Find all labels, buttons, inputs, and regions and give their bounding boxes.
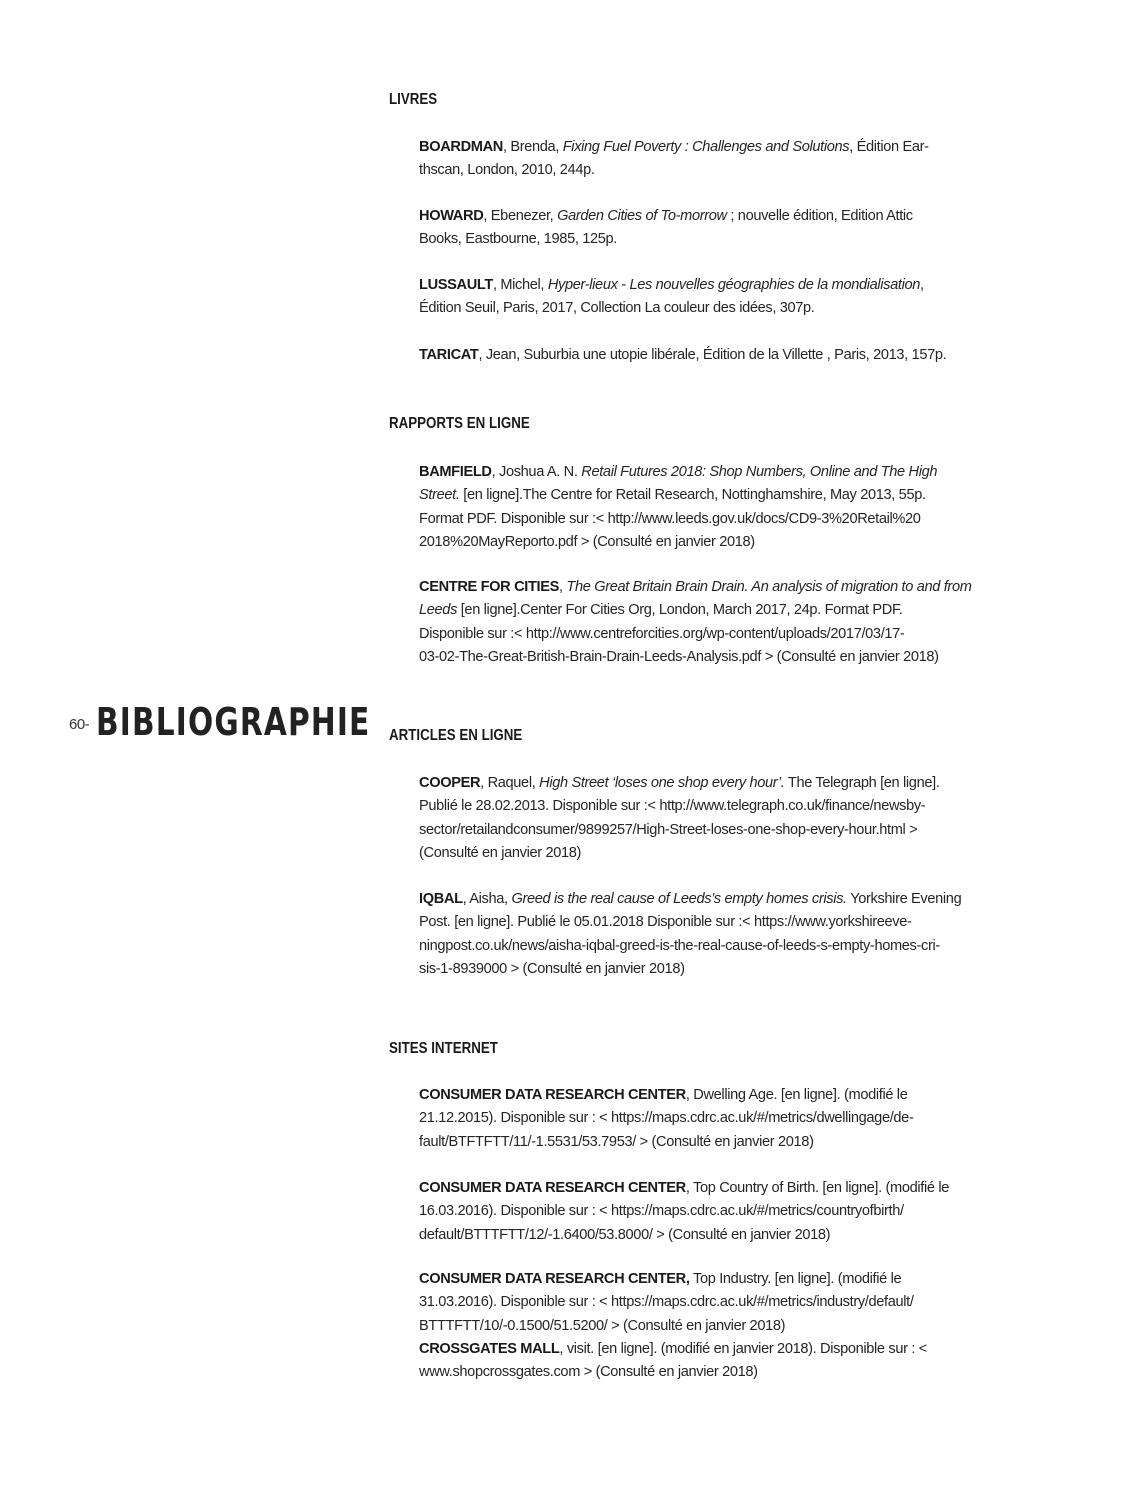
- section-heading-rapports-en-ligne: RAPPORTS EN LIGNE: [389, 415, 530, 432]
- entry-title: Greed is the real cause of Leeds’s empty homes crisis.: [511, 891, 847, 907]
- entry-text: , Top Country of Birth. [en ligne]. (modifié le: [685, 1180, 950, 1196]
- entry-text: , Dwelling Age. [en ligne]. (modifié le: [685, 1087, 908, 1103]
- entry-line: [419, 1268, 999, 1291]
- entry-text: Publié le 28.02.2013. Disponible sur :< http://www.telegraph.co.uk/finance/newsby-: [419, 798, 926, 815]
- entry-line: [419, 274, 999, 297]
- entry-title: The Great Britain Brain Drain. An analysis of migration to and from: [566, 579, 972, 595]
- entry-text: , Michel,: [492, 277, 548, 293]
- entry-text: , Ebenezer,: [483, 208, 558, 224]
- entry-author: CONSUMER DATA RESEARCH CENTER,: [419, 1271, 690, 1287]
- entry-text: 03-02-The-Great-British-Brain-Drain-Leeds-Analysis.pdf > (Consulté en janvier 2018): [419, 648, 939, 665]
- entry-line: [419, 599, 999, 622]
- entry-text: Format PDF. Disponible sur :< http://www.leeds.gov.uk/docs/CD9-3%20Retail%20: [419, 510, 921, 527]
- bibliography-entry: [419, 136, 999, 183]
- entry-line: [419, 958, 999, 981]
- entry-text: 2018%20MayReporto.pdf > (Consulté en janvier 2018): [419, 533, 755, 550]
- entry-line: [419, 888, 999, 911]
- bibliography-entry: [419, 274, 999, 321]
- bibliography-entry: [419, 1268, 999, 1384]
- entry-text: 21.12.2015). Disponible sur : < https://maps.cdrc.ac.uk/#/metrics/dwellingage/de-: [419, 1110, 914, 1127]
- entry-text: ningpost.co.uk/news/aisha-iqbal-greed-is-the-real-cause-of-leeds-s-empty-homes-cri-: [419, 937, 940, 954]
- entry-text: fault/BTFTFTT/11/-1.5531/53.7953/ > (Consulté en janvier 2018): [419, 1133, 814, 1150]
- entry-text: , visit. [en ligne]. (modifié en janvier 2018). Disponible sur : <: [559, 1340, 927, 1357]
- entry-line: [419, 344, 999, 367]
- entry-line: [419, 623, 999, 646]
- entry-line: [419, 1177, 999, 1200]
- section-heading-livres: LIVRES: [389, 91, 438, 108]
- entry-text: [en ligne].The Centre for Retail Research, Nottinghamshire, May 2013, 55p.: [459, 487, 926, 504]
- entry-line: [419, 1131, 999, 1154]
- entry-author: CROSSGATES MALL: [419, 1340, 560, 1357]
- entry-author: TARICAT: [419, 347, 479, 363]
- bibliography-entry: [419, 344, 999, 367]
- entry-author: BAMFIELD: [419, 464, 492, 480]
- entry-author: IQBAL: [419, 891, 463, 907]
- entry-text: Top Industry. [en ligne]. (modifié le: [689, 1271, 902, 1287]
- entry-title: Garden Cities of To-morrow: [557, 208, 727, 224]
- bibliography-entry: [419, 1177, 999, 1247]
- entry-author: LUSSAULT: [419, 277, 493, 293]
- entry-text: default/BTTTFTT/12/-1.6400/53.8000/ > (Consulté en janvier 2018): [419, 1226, 831, 1243]
- entry-line: [419, 484, 999, 507]
- entry-author: HOWARD: [419, 208, 484, 224]
- bibliography-entry: [419, 461, 999, 554]
- entry-line: [419, 1224, 999, 1247]
- entry-text: sector/retailandconsumer/9899257/High-Street-loses-one-shop-every-hour.html >: [419, 821, 918, 838]
- entry-line: [419, 1084, 999, 1107]
- entry-text: [en ligne].Center For Cities Org, London, March 2017, 24p. Format PDF.: [457, 602, 903, 619]
- entry-line: [419, 461, 999, 484]
- bibliography-entry: [419, 772, 999, 865]
- entry-text: (Consulté en janvier 2018): [419, 844, 582, 861]
- entry-line: [419, 842, 999, 865]
- entry-text: , Aisha,: [462, 891, 512, 907]
- entry-line: [419, 1338, 999, 1361]
- entry-line: [419, 935, 999, 958]
- page-title: BIBLIOGRAPHIE: [96, 700, 371, 744]
- entry-author: CONSUMER DATA RESEARCH CENTER: [419, 1180, 686, 1196]
- entry-line: [419, 819, 999, 842]
- entry-text: ,: [559, 579, 567, 595]
- entry-line: [419, 1200, 999, 1223]
- entry-line: [419, 297, 999, 320]
- entry-line: [419, 646, 999, 669]
- entry-author: BOARDMAN: [419, 139, 503, 155]
- entry-text: ; nouvelle édition, Edition Attic: [726, 208, 913, 224]
- entry-line: [419, 531, 999, 554]
- entry-author: CENTRE FOR CITIES: [419, 579, 559, 595]
- entry-text: BTTTFTT/10/-0.1500/51.5200/ > (Consulté en janvier 2018): [419, 1317, 786, 1334]
- bibliography-entry: [419, 1084, 999, 1154]
- entry-text: Édition Seuil, Paris, 2017, Collection La couleur des idées, 307p.: [419, 300, 815, 317]
- entry-line: [419, 576, 999, 599]
- entry-text: , Joshua A. N.: [491, 464, 582, 480]
- entry-line: [419, 228, 999, 251]
- entry-line: [419, 1315, 999, 1338]
- entry-text: www.shopcrossgates.com > (Consulté en janvier 2018): [419, 1364, 758, 1381]
- entry-line: [419, 1291, 999, 1314]
- entry-text: Post. [en ligne]. Publié le 05.01.2018 Disponible sur :< https://www.yorkshireeve-: [419, 914, 912, 931]
- entry-line: [419, 508, 999, 531]
- entry-text: , Raquel,: [480, 775, 540, 791]
- bibliography-entry: [419, 888, 999, 981]
- page-number: 60-: [69, 716, 90, 733]
- entry-line: [419, 772, 999, 795]
- entry-line: [419, 1361, 999, 1384]
- entry-title: Fixing Fuel Poverty : Challenges and Solutions: [562, 139, 850, 155]
- entry-text: sis-1-8939000 > (Consulté en janvier 2018): [419, 960, 685, 977]
- entry-text: , Édition Ear-: [849, 139, 929, 155]
- entry-text: 16.03.2016). Disponible sur : < https://maps.cdrc.ac.uk/#/metrics/countryofbirth/: [419, 1203, 904, 1220]
- entry-line: [419, 911, 999, 934]
- entry-title: High Street ‘loses one shop every hour’.: [539, 775, 785, 791]
- entry-text: Yorkshire Evening: [846, 891, 962, 907]
- entry-line: [419, 795, 999, 818]
- entry-title: Retail Futures 2018: Shop Numbers, Online and The High: [581, 464, 938, 480]
- section-heading-articles-en-ligne: ARTICLES EN LIGNE: [389, 727, 523, 744]
- entry-text: 31.03.2016). Disponible sur : < https://maps.cdrc.ac.uk/#/metrics/industry/default/: [419, 1294, 914, 1311]
- bibliography-entry: [419, 576, 999, 669]
- section-heading-sites-internet: SITES INTERNET: [389, 1040, 498, 1057]
- entry-line: [419, 136, 999, 159]
- entry-line: [419, 205, 999, 228]
- entry-author: CONSUMER DATA RESEARCH CENTER: [419, 1087, 686, 1103]
- entry-text: thscan, London, 2010, 244p.: [419, 162, 595, 179]
- entry-author: COOPER: [419, 775, 481, 791]
- entry-text: Books, Eastbourne, 1985, 125p.: [419, 231, 618, 248]
- entry-text: The Telegraph [en ligne].: [784, 775, 940, 791]
- entry-text: ,: [920, 277, 924, 293]
- entry-line: [419, 1107, 999, 1130]
- entry-text: Disponible sur :< http://www.centreforcities.org/wp-content/uploads/2017/03/17-: [419, 625, 905, 642]
- entry-text: , Brenda,: [502, 139, 563, 155]
- entry-title: Hyper-lieux - Les nouvelles géographies de la mondialisation: [547, 277, 921, 293]
- entry-title: Leeds: [419, 602, 458, 619]
- entry-text: , Jean, Suburbia une utopie libérale, Édition de la Villette , Paris, 2013, 157p.: [478, 347, 947, 363]
- bibliography-entry: [419, 205, 999, 252]
- entry-title: Street.: [419, 487, 460, 504]
- entry-line: [419, 159, 999, 182]
